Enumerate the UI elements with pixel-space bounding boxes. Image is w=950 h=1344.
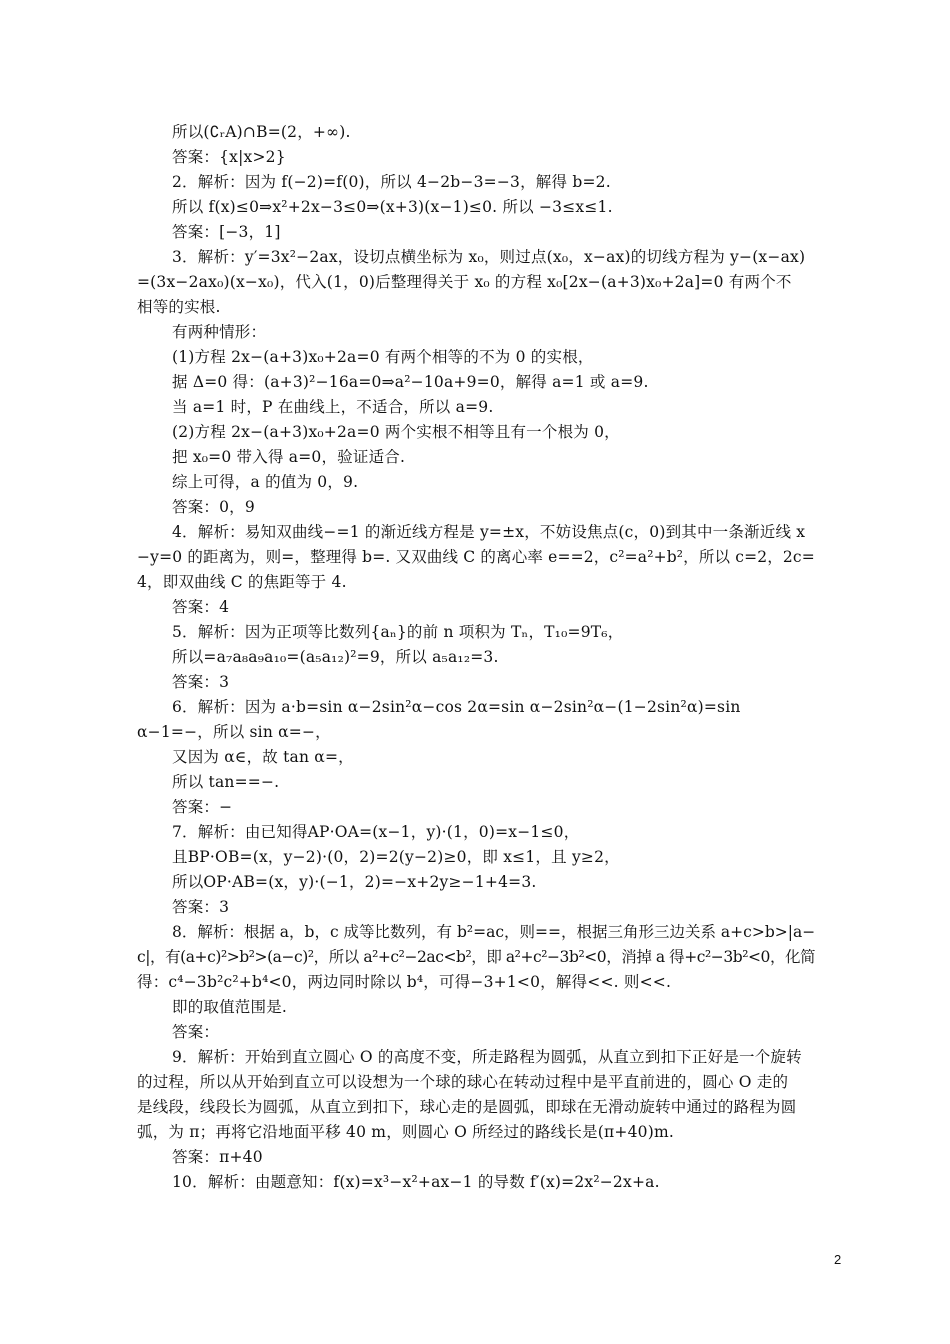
text-line: 所以(∁ᵣA)∩B=(2，+∞).	[172, 123, 351, 141]
text-line: 答案：3	[172, 898, 230, 916]
text-line: c|，有(a+c)²>b²>(a−c)²，所以 a²+c²−2ac<b²，即 a²+c²−3b²<0，消掉 a 得+c²−3b²<0，化简	[137, 948, 816, 966]
text-line: 8．解析：根据 a，b，c 成等比数列，有 b²=ac，则==，根据三角形三边关系 a+c>b>|a−	[172, 923, 816, 941]
text-line: 所以OP·AB=(x，y)·(−1，2)=−x+2y≥−1+4=3.	[172, 873, 537, 891]
text-line: 所以 f(x)≤0⇒x²+2x−3≤0⇒(x+3)(x−1)≤0. 所以 −3≤x≤1.	[172, 198, 613, 216]
page-number: 2	[834, 1252, 842, 1267]
text-line: 即的取值范围是.	[172, 998, 288, 1016]
text-line: 弧，为 π；再将它沿地面平移 40 m，则圆心 O 所经过的路线长是(π+40)m.	[137, 1123, 674, 1141]
text-line: 2．解析：因为 f(−2)=f(0)，所以 4−2b−3=−3，解得 b=2.	[172, 173, 611, 191]
text-line: 把 x₀=0 带入得 a=0，验证适合.	[172, 448, 406, 466]
text-line: 答案：−	[172, 798, 233, 816]
text-line: 是线段，线段长为圆弧，从直立到扣下，球心走的是圆弧，即球在无滑动旋转中通过的路程为圆	[137, 1098, 797, 1116]
text-line: 据 Δ=0 得：(a+3)²−16a=0⇒a²−10a+9=0，解得 a=1 或 a=9.	[172, 373, 649, 391]
text-line: 又因为 α∈，故 tan α=，	[172, 748, 354, 766]
text-line: 得：c⁴−3b²c²+b⁴<0，两边同时除以 b⁴，可得−3+1<0，解得<<. 则<<.	[137, 973, 672, 991]
text-line: 答案：[−3，1]	[172, 223, 281, 241]
text-line: 10．解析：由题意知：f(x)=x³−x²+ax−1 的导数 f′(x)=2x²−2x+a.	[172, 1173, 660, 1191]
text-line: 所以=a₇a₈a₉a₁₀=(a₅a₁₂)²=9，所以 a₅a₁₂=3.	[172, 648, 499, 666]
text-line: 所以 tan==−.	[172, 773, 280, 791]
text-line: 综上可得，a 的值为 0，9.	[172, 473, 359, 491]
text-line: 5．解析：因为正项等比数列{aₙ}的前 n 项积为 Tₙ，T₁₀=9T₆，	[172, 623, 624, 641]
text-line: 答案：{x|x>2}	[172, 148, 286, 166]
text-line: 答案：	[172, 1023, 220, 1041]
text-line: 且BP·OB=(x，y−2)·(0，2)=2(y−2)≥0，即 x≤1，且 y≥2，	[172, 848, 620, 866]
text-line: 相等的实根.	[137, 298, 221, 316]
text-line: 答案：0，9	[172, 498, 255, 516]
text-line: 答案：π+40	[172, 1148, 263, 1166]
text-line: 6．解析：因为 a·b=sin α−2sin²α−cos 2α=sin α−2sin²α−(1−2sin²α)=sin	[172, 698, 741, 716]
text-line: =(3x−2ax₀)(x−x₀)，代入(1，0)后整理得关于 x₀ 的方程 x₀[2x−(a+3)x₀+2a]=0 有两个不	[137, 273, 792, 291]
text-line: 4，即双曲线 C 的焦距等于 4.	[137, 573, 347, 591]
text-line: 7．解析：由已知得AP·OA=(x−1，y)·(1，0)=x−1≤0，	[172, 823, 580, 841]
text-line: 有两种情形：	[172, 323, 267, 341]
text-line: −y=0 的距离为，则=，整理得 b=. 又双曲线 C 的离心率 e==2，c²=a²+b²，所以 c=2，2c=	[137, 548, 815, 566]
text-line: 的过程，所以从开始到直立可以设想为一个球的球心在转动过程中是平直前进的，圆心 O 走的	[137, 1073, 789, 1091]
text-line: (2)方程 2x−(a+3)x₀+2a=0 两个实根不相等且有一个根为 0，	[172, 423, 620, 441]
text-line: α−1=−，所以 sin α=−，	[137, 723, 331, 741]
text-line: 答案：4	[172, 598, 230, 616]
text-line: (1)方程 2x−(a+3)x₀+2a=0 有两个相等的不为 0 的实根，	[172, 348, 594, 366]
text-line: 3．解析：y′=3x²−2ax，设切点横坐标为 x₀，则过点(x₀，x−ax)的切线方程为 y−(x−ax)	[172, 248, 806, 266]
text-line: 4．解析：易知双曲线−=1 的渐近线方程是 y=±x，不妨设焦点(c，0)到其中一条渐近线 x	[172, 523, 806, 541]
text-line: 答案：3	[172, 673, 230, 691]
text-line: 当 a=1 时，P 在曲线上，不适合，所以 a=9.	[172, 398, 494, 416]
text-line: 9．解析：开始到直立圆心 O 的高度不变，所走路程为圆弧，从直立到扣下正好是一个旋转	[172, 1048, 802, 1066]
